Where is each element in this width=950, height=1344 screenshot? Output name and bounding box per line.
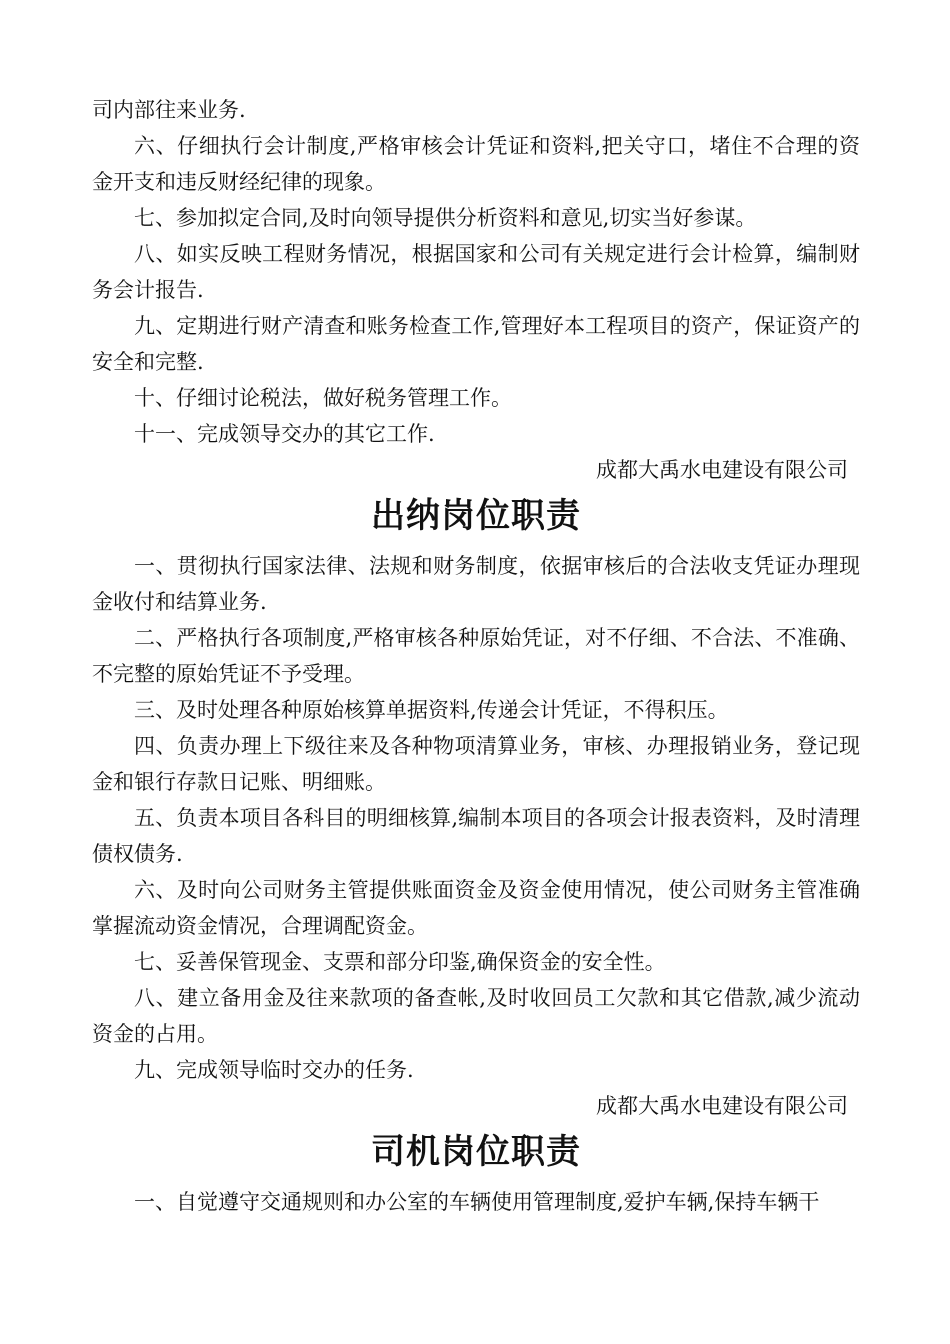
paragraph-continuation: 司内部往来业务. — [92, 98, 246, 122]
cashier-section — [92, 488, 860, 1124]
cashier-item-6: 六、及时向公司财务主管提供账面资金及资金使用情况，使公司财务主管准确掌握流动资金情况，合理调配资金。 — [92, 878, 860, 938]
accounting-section — [92, 92, 860, 488]
cashier-item-7: 七、妥善保管现金、支票和部分印鉴,确保资金的安全性。 — [134, 950, 666, 974]
driver-item-1: 一、自觉遵守交通规则和办公室的车辆使用管理制度,爱护车辆,保持车辆干 — [134, 1190, 820, 1214]
driver-section — [92, 1124, 860, 1220]
document-page — [92, 92, 860, 1220]
company-signature: 成都大禹水电建设有限公司 — [596, 458, 848, 482]
cashier-item-3: 三、及时处理各种原始核算单据资料,传递会计凭证，不得积压。 — [134, 698, 729, 722]
accounting-item-10: 十、仔细讨论税法，做好税务管理工作。 — [134, 386, 512, 410]
cashier-item-2: 二、严格执行各项制度,严格审核各种原始凭证，对不仔细、不合法、不准确、不完整的原始凭证不予受理。 — [92, 626, 860, 686]
cashier-item-8: 八、建立备用金及往来款项的备查帐,及时收回员工欠款和其它借款,减少流动资金的占用。 — [92, 986, 860, 1046]
company-signature: 成都大禹水电建设有限公司 — [596, 1094, 848, 1118]
cashier-item-1: 一、贯彻执行国家法律、法规和财务制度，依据审核后的合法收支凭证办理现金收付和结算业务. — [92, 554, 860, 614]
cashier-item-5: 五、负责本项目各科目的明细核算,编制本项目的各项会计报表资料，及时清理债权债务. — [92, 806, 860, 866]
cashier-item-9: 九、完成领导临时交办的任务. — [134, 1058, 414, 1082]
section-title-cashier: 出纳岗位职责 — [371, 496, 581, 536]
accounting-item-9: 九、定期进行财产清查和账务检查工作,管理好本工程项目的资产，保证资产的安全和完整. — [92, 314, 860, 374]
accounting-item-8: 八、如实反映工程财务情况，根据国家和公司有关规定进行会计检算，编制财务会计报告. — [92, 242, 860, 302]
cashier-item-4: 四、负责办理上下级往来及各种物项清算业务，审核、办理报销业务，登记现金和银行存款日记账、明细账。 — [92, 734, 860, 794]
section-title-driver: 司机岗位职责 — [371, 1132, 581, 1172]
accounting-item-6: 六、仔细执行会计制度,严格审核会计凭证和资料,把关守口，堵住不合理的资金开支和违反财经纪律的现象。 — [92, 134, 860, 194]
accounting-item-7: 七、参加拟定合同,及时向领导提供分析资料和意见,切实当好参谋。 — [134, 206, 757, 230]
accounting-item-11: 十一、完成领导交办的其它工作. — [134, 422, 435, 446]
